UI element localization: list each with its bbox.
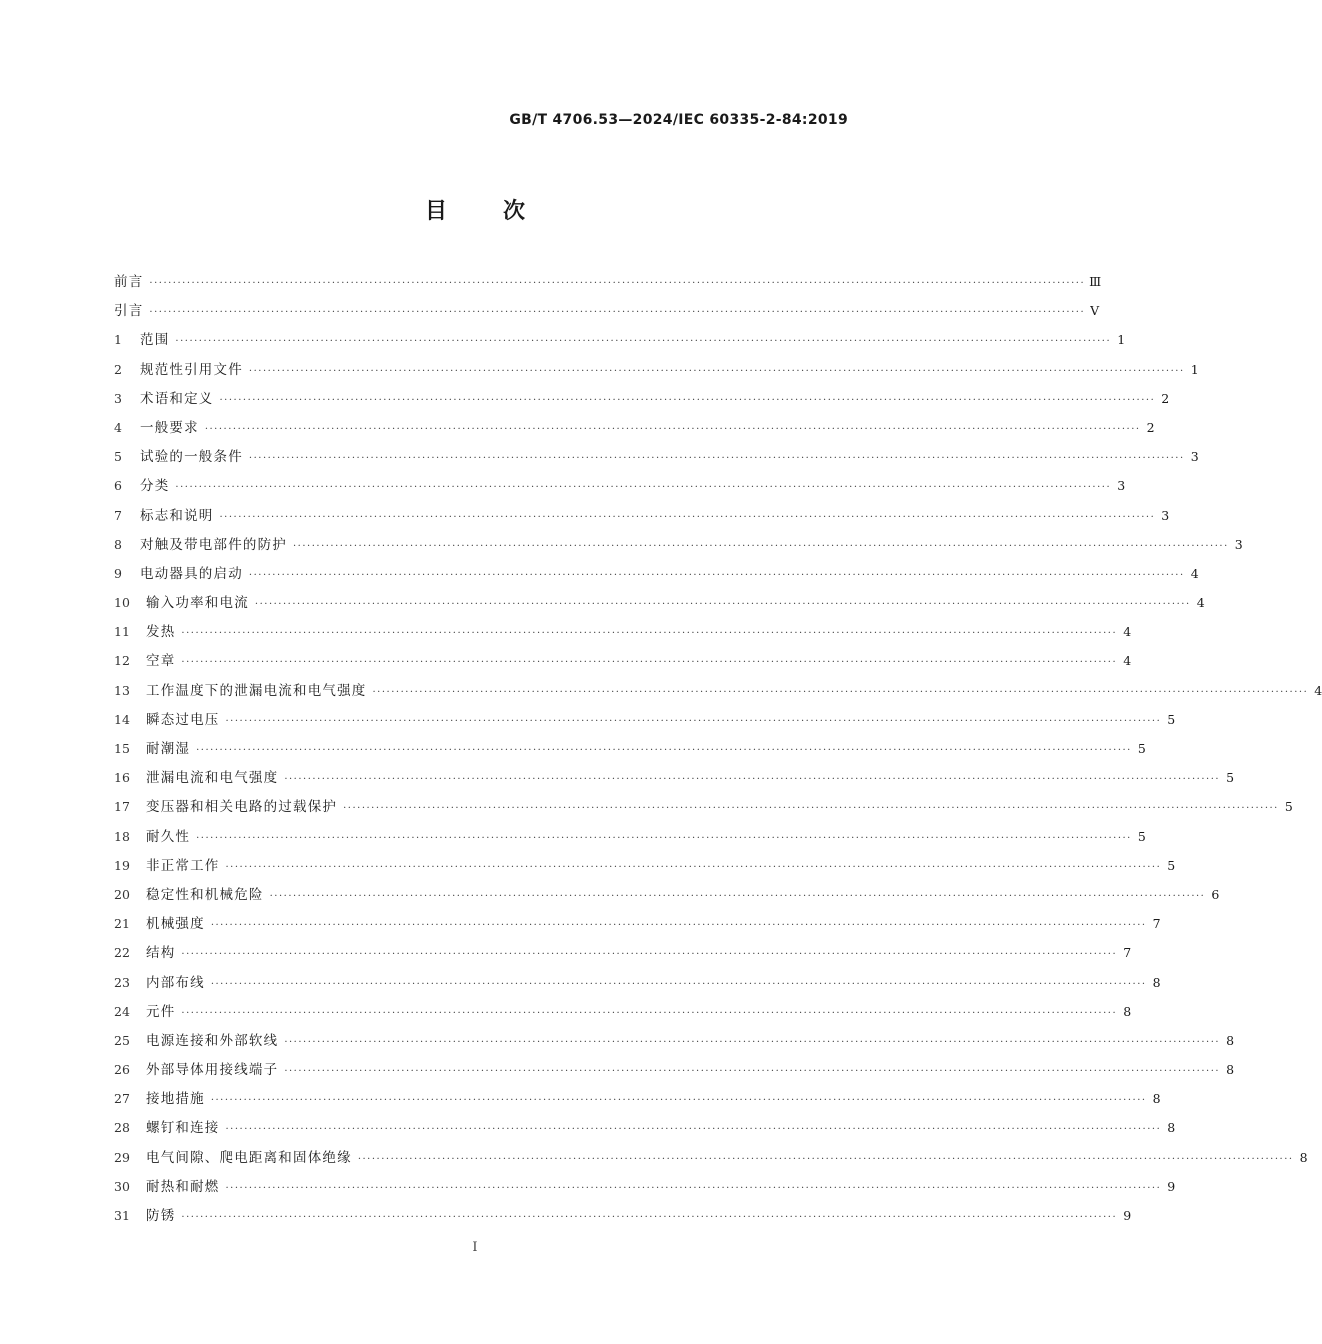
toc-entry-number: 7 [114,507,122,523]
toc-entry[interactable] [114,299,1100,328]
toc-entry[interactable] [114,649,1132,678]
toc-leader-dots: ········································································································································································································ [254,599,1191,611]
toc-leader-dots: ········································································································································································································ [181,628,1118,640]
toc-entry-label: 接地措施 [146,1091,205,1108]
toc-entry-label: 范围 [140,332,170,349]
toc-entry[interactable] [114,270,1102,299]
toc-entry-page: 9 [1123,1208,1132,1223]
toc-entry-page: 5 [1284,799,1293,815]
toc-leader-dots: ········································································································································································································ [196,745,1132,756]
toc-entry[interactable] [114,620,1132,649]
toc-entry[interactable] [114,1204,1132,1233]
toc-entry-number: 26 [114,1062,130,1078]
toc-entry[interactable] [114,1146,1308,1175]
toc-entry-label: 螺钉和连接 [146,1120,220,1137]
toc-entry-number: 11 [114,624,130,640]
toc-entry-page: 4 [1190,565,1199,581]
toc-entry-page: 8 [1152,1091,1161,1107]
toc-entry-label: 前言 [114,274,144,290]
toc-entry-page: 9 [1167,1178,1176,1194]
toc-entry-label: 工作温度下的泄漏电流和电气强度 [146,682,367,699]
toc-entry[interactable] [114,445,1199,474]
toc-entry-label: 非正常工作 [146,857,220,874]
toc-leader-dots: ········································································································································································································ [181,657,1118,669]
toc-list [114,270,1322,1233]
toc-leader-dots: ········································································································································································································ [149,307,1086,319]
toc-entry-page: 3 [1117,478,1126,494]
toc-entry[interactable] [114,737,1146,766]
toc-entry[interactable] [114,1058,1235,1087]
toc-entry-label: 防锈 [146,1208,176,1224]
toc-entry-number: 21 [114,916,130,932]
toc-entry-page: 8 [1152,974,1161,990]
toc-entry[interactable] [114,562,1199,591]
toc-leader-dots: ········································································································································································································ [210,920,1147,932]
toc-entry-page: 5 [1137,828,1146,844]
toc-entry-number: 27 [114,1091,130,1107]
toc-entry-label: 瞬态过电压 [146,711,220,728]
toc-entry[interactable] [114,591,1205,620]
toc-entry-page: 2 [1146,419,1155,435]
toc-entry-page: 4 [1314,682,1322,698]
toc-entry-page: 5 [1137,741,1146,756]
toc-entry-label: 耐潮湿 [146,741,191,757]
toc-entry[interactable] [114,1000,1132,1029]
toc-entry-label: 耐热和耐燃 [146,1178,220,1195]
toc-leader-dots: ········································································································································································································ [248,569,1185,581]
toc-entry-label: 电气间隙、爬电距离和固体绝缘 [146,1149,352,1166]
toc-leader-dots: ········································································································································································································ [248,365,1185,377]
toc-entry-page: 1 [1190,361,1199,377]
toc-entry-page: 7 [1152,916,1161,932]
toc-entry-number: 24 [114,1003,130,1019]
toc-entry[interactable] [114,883,1220,912]
toc-entry-number: 10 [114,595,130,611]
toc-entry-page: 5 [1167,857,1176,873]
toc-entry-label: 分类 [140,478,170,495]
toc-entry-number: 28 [114,1120,130,1136]
toc-leader-dots: ········································································································································································································ [149,278,1086,289]
toc-entry[interactable] [114,912,1161,941]
toc-entry[interactable] [114,854,1176,883]
toc-entry-label: 耐久性 [146,828,191,845]
toc-entry-label: 外部导体用接线端子 [146,1062,279,1079]
toc-entry-number: 20 [114,886,130,902]
toc-entry-page: Ⅲ [1089,274,1102,289]
toc-entry-number: 22 [114,945,130,961]
toc-entry-number: 5 [114,449,122,465]
toc-leader-dots: ········································································································································································································ [181,1212,1118,1223]
toc-entry-page: 8 [1123,1003,1132,1019]
toc-entry[interactable] [114,474,1126,503]
toc-entry-label: 标志和说明 [140,507,214,524]
toc-entry-number: 30 [114,1178,130,1194]
toc-entry-label: 对触及带电部件的防护 [140,536,287,553]
toc-entry-page: 3 [1234,536,1243,552]
toc-entry-label: 规范性引用文件 [140,361,243,378]
toc-entry-number: 18 [114,828,130,844]
toc-leader-dots: ········································································································································································································ [225,861,1162,873]
toc-entry[interactable] [114,795,1293,824]
toc-leader-dots: ········································································································································································································ [284,1066,1221,1078]
toc-entry-label: 机械强度 [146,916,205,933]
toc-entry-page: 8 [1226,1032,1235,1048]
toc-entry-number: 17 [114,799,130,815]
toc-entry-number: 12 [114,653,130,669]
toc-leader-dots: ········································································································································································································ [219,511,1156,523]
toc-entry-number: 2 [114,361,122,377]
toc-leader-dots: ········································································································································································································ [269,890,1206,902]
toc-entry-number: 15 [114,741,130,756]
toc-entry-label: 发热 [146,624,176,641]
toc-entry[interactable] [114,941,1132,970]
toc-leader-dots: ········································································································································································································ [225,1182,1162,1194]
toc-entry-label: 结构 [146,945,176,962]
toc-entry-label: 电源连接和外部软线 [146,1032,279,1049]
toc-entry-number: 6 [114,478,122,494]
toc-entry[interactable] [114,1175,1176,1204]
toc-leader-dots: ········································································································································································································ [225,1124,1162,1136]
toc-leader-dots: ········································································································································································································ [343,803,1279,815]
toc-entry-number: 1 [114,332,122,348]
toc-entry-number: 14 [114,711,130,727]
toc-entry-page: 6 [1211,886,1220,902]
toc-leader-dots: ········································································································································································································ [196,832,1132,844]
toc-entry-label: 空章 [146,653,176,670]
toc-entry[interactable] [114,504,1170,533]
toc-leader-dots: ········································································································································································································ [210,978,1147,990]
toc-leader-dots: ········································································································································································································ [248,453,1185,465]
toc-entry[interactable] [114,1087,1161,1116]
toc-entry-page: 4 [1123,653,1132,669]
toc-entry-number: 13 [114,682,130,698]
toc-entry-number: 16 [114,770,130,786]
standard-code: GB/T 4706.53—2024/IEC 60335-2-84:2019 [509,112,848,128]
toc-entry-page: Ⅴ [1090,303,1100,319]
toc-entry[interactable] [114,766,1235,795]
toc-entry[interactable] [114,1029,1235,1058]
toc-entry-label: 术语和定义 [140,390,214,407]
toc-title-char-1: 目 [424,198,447,224]
toc-entry-page: 7 [1123,945,1132,961]
toc-entry[interactable] [114,971,1161,1000]
toc-entry-number: 4 [114,419,122,435]
toc-entry-label: 引言 [114,303,144,320]
toc-leader-dots: ········································································································································································································ [175,482,1112,494]
toc-entry-label: 试验的一般条件 [140,449,243,466]
toc-entry-label: 稳定性和机械危险 [146,886,264,903]
toc-entry-page: 4 [1196,595,1205,611]
toc-entry-page: 5 [1167,711,1176,727]
toc-leader-dots: ········································································································································································································ [181,1007,1118,1019]
toc-title [0,194,950,225]
toc-leader-dots: ········································································································································································································ [284,774,1221,786]
toc-entry-number: 25 [114,1032,130,1048]
toc-entry[interactable] [114,328,1126,357]
toc-entry-label: 内部布线 [146,974,205,991]
toc-entry-label: 变压器和相关电路的过载保护 [146,799,338,816]
toc-entry-number: 3 [114,390,122,406]
toc-entry-page: 5 [1226,770,1235,786]
toc-entry-number: 19 [114,857,130,873]
page-number: I [472,1240,478,1255]
toc-leader-dots: ········································································································································································································ [357,1153,1294,1165]
toc-entry[interactable] [114,825,1146,854]
toc-entry-page: 8 [1299,1149,1308,1165]
toc-leader-dots: ········································································································································································································ [219,394,1156,406]
toc-leader-dots: ········································································································································································································ [225,715,1162,727]
toc-leader-dots: ········································································································································································································ [181,949,1118,961]
toc-entry-page: 1 [1117,332,1126,348]
toc-entry-number: 29 [114,1149,130,1165]
toc-entry-number: 9 [114,565,122,581]
toc-entry-page: 2 [1161,390,1170,406]
toc-entry[interactable] [114,533,1243,562]
toc-leader-dots: ········································································································································································································ [204,423,1141,435]
toc-entry[interactable] [114,416,1155,445]
toc-entry[interactable] [114,387,1170,416]
toc-entry-page: 3 [1190,449,1199,465]
toc-entry-number: 8 [114,536,122,552]
toc-entry-label: 泄漏电流和电气强度 [146,770,279,787]
toc-leader-dots: ········································································································································································································ [175,336,1112,348]
toc-entry-label: 一般要求 [140,419,199,436]
toc-leader-dots: ········································································································································································································ [284,1036,1221,1048]
toc-entry-page: 3 [1161,507,1170,523]
toc-entry-page: 4 [1123,624,1132,640]
toc-leader-dots: ········································································································································································································ [372,686,1309,698]
toc-entry-number: 31 [114,1208,130,1223]
toc-entry-page: 8 [1226,1062,1235,1078]
toc-entry[interactable] [114,1116,1176,1145]
toc-entry-label: 电动器具的启动 [140,565,243,582]
toc-title-char-2: 次 [503,198,526,224]
toc-entry[interactable] [114,708,1176,737]
toc-entry-number: 23 [114,974,130,990]
toc-entry-page: 8 [1167,1120,1176,1136]
toc-leader-dots: ········································································································································································································ [210,1095,1147,1107]
toc-leader-dots: ········································································································································································································ [293,540,1229,552]
toc-entry-label: 元件 [146,1003,176,1020]
toc-entry[interactable] [114,679,1322,708]
toc-entry[interactable] [114,358,1199,387]
toc-entry-label: 输入功率和电流 [146,595,249,612]
